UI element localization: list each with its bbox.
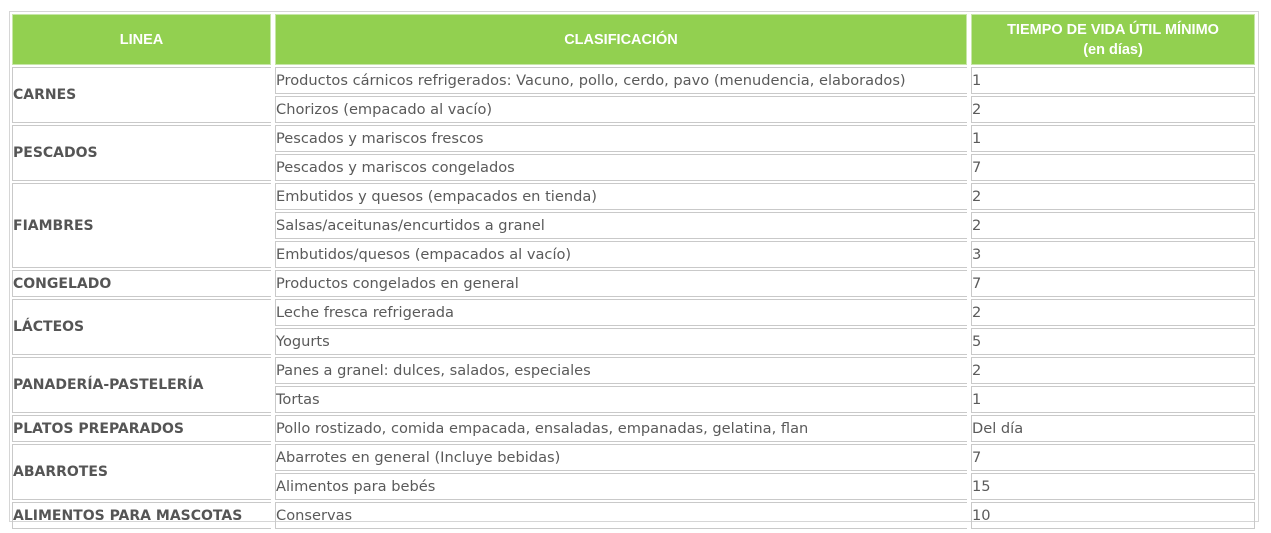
dias-cell: 1: [971, 386, 1255, 413]
dias-cell: 2: [971, 183, 1255, 210]
linea-cell: PANADERÍA-PASTELERÍA: [12, 357, 271, 413]
clasificacion-cell: Conservas: [275, 502, 967, 529]
clasificacion-cell: Pescados y mariscos frescos: [275, 125, 967, 152]
linea-cell: ABARROTES: [12, 444, 271, 500]
clasificacion-cell: Abarrotes en general (Incluye bebidas): [275, 444, 967, 471]
header-tiempo-line2: (en días): [1083, 41, 1143, 58]
linea-cell: LÁCTEOS: [12, 299, 271, 355]
clasificacion-cell: Pescados y mariscos congelados: [275, 154, 967, 181]
table-row: [12, 270, 1255, 297]
dias-cell: 10: [971, 502, 1255, 529]
clasificacion-cell: Panes a granel: dulces, salados, especiales: [275, 357, 967, 384]
header-linea: LINEA: [12, 14, 271, 65]
table-body: [12, 67, 1255, 529]
dias-cell: 7: [971, 270, 1255, 297]
linea-cell: ALIMENTOS PARA MASCOTAS: [12, 502, 271, 529]
linea-cell: CONGELADO: [12, 270, 271, 297]
table-row: [12, 125, 1255, 152]
clasificacion-cell: Productos congelados en general: [275, 270, 967, 297]
clasificacion-cell: Embutidos y quesos (empacados en tienda): [275, 183, 967, 210]
table-row: [12, 444, 1255, 471]
clasificacion-cell: Salsas/aceitunas/encurtidos a granel: [275, 212, 967, 239]
linea-cell: PESCADOS: [12, 125, 271, 181]
linea-cell: CARNES: [12, 67, 271, 123]
header-tiempo-line1: TIEMPO DE VIDA ÚTIL MÍNIMO: [1007, 21, 1219, 38]
dias-cell: 2: [971, 212, 1255, 239]
table-row: [12, 299, 1255, 326]
clasificacion-cell: Yogurts: [275, 328, 967, 355]
dias-cell: 5: [971, 328, 1255, 355]
dias-cell: 7: [971, 154, 1255, 181]
dias-cell: 1: [971, 125, 1255, 152]
header-clasificacion: CLASIFICACIÓN: [275, 14, 967, 65]
dias-cell: 7: [971, 444, 1255, 471]
table-row: [12, 183, 1255, 210]
clasificacion-cell: Leche fresca refrigerada: [275, 299, 967, 326]
clasificacion-cell: Embutidos/quesos (empacados al vacío): [275, 241, 967, 268]
dias-cell: Del día: [971, 415, 1255, 442]
dias-cell: 15: [971, 473, 1255, 500]
table-row: [12, 415, 1255, 442]
shelf-life-table: [8, 12, 1259, 531]
clasificacion-cell: Productos cárnicos refrigerados: Vacuno, pollo, cerdo, pavo (menudencia, elaborados): [275, 67, 967, 94]
table-row: [12, 502, 1255, 529]
header-tiempo: [971, 14, 1255, 65]
dias-cell: 2: [971, 299, 1255, 326]
dias-cell: 1: [971, 67, 1255, 94]
header-row: [12, 14, 1255, 65]
dias-cell: 2: [971, 96, 1255, 123]
linea-cell: PLATOS PREPARADOS: [12, 415, 271, 442]
dias-cell: 3: [971, 241, 1255, 268]
clasificacion-cell: Pollo rostizado, comida empacada, ensaladas, empanadas, gelatina, flan: [275, 415, 967, 442]
clasificacion-cell: Chorizos (empacado al vacío): [275, 96, 967, 123]
clasificacion-cell: Tortas: [275, 386, 967, 413]
clasificacion-cell: Alimentos para bebés: [275, 473, 967, 500]
dias-cell: 2: [971, 357, 1255, 384]
table-row: [12, 67, 1255, 94]
table-row: [12, 357, 1255, 384]
linea-cell: FIAMBRES: [12, 183, 271, 268]
